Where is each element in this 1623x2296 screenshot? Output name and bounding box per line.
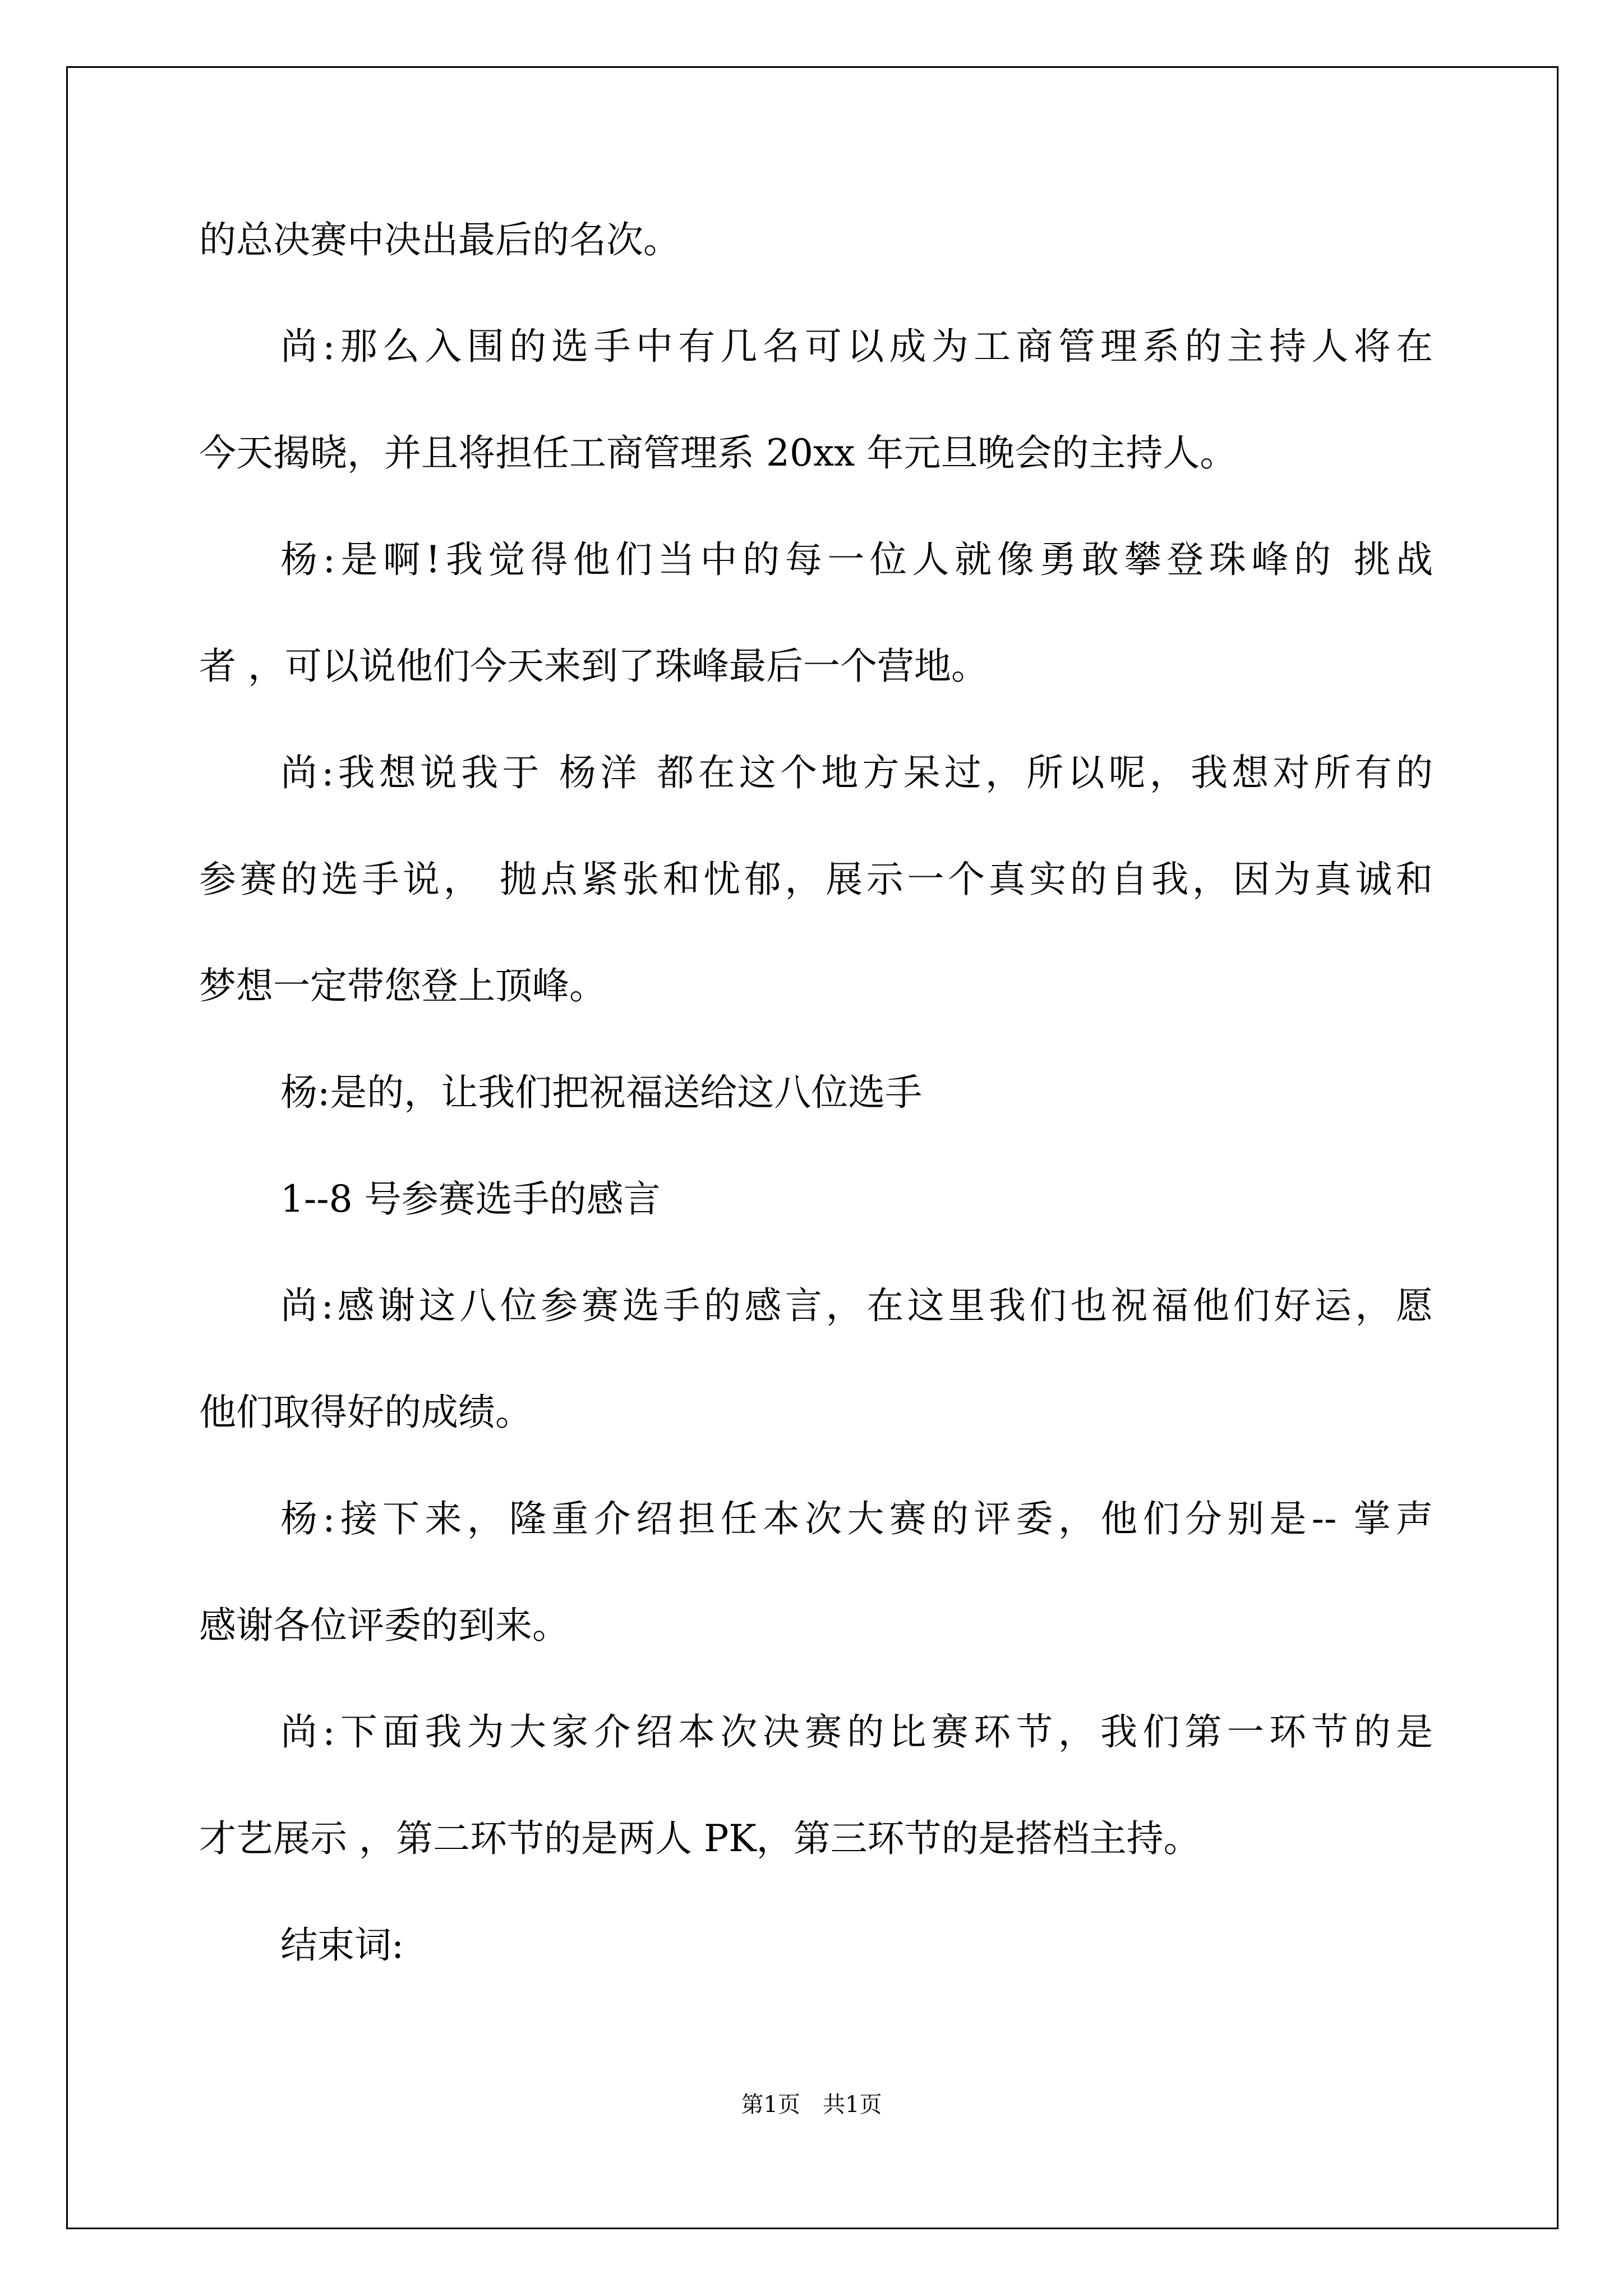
page-number-current: 第1页 xyxy=(741,2092,800,2118)
page-footer xyxy=(0,2087,1623,2119)
paragraph-line: 杨:是的，让我们把祝福送给这八位选手 xyxy=(280,1071,923,1114)
paragraph-line: 尚:感谢这八位参赛选手的感言，在这里我们也祝福他们好运，愿 xyxy=(280,1284,1433,1327)
paragraph-line: 尚:那么入围的选手中有几名可以成为工商管理系的主持人将在 xyxy=(280,325,1433,368)
paragraph-line: 才艺展示 ，第二环节的是两人 PK，第三环节的是搭档主持。 xyxy=(199,1817,1201,1860)
paragraph-line: 杨:是啊!我觉得他们当中的每一位人就像勇敢攀登珠峰的 挑战 xyxy=(280,538,1433,581)
paragraph-line: 参赛的选手说， 抛点紧张和忧郁，展示一个真实的自我，因为真诚和 xyxy=(199,858,1433,901)
page-border xyxy=(66,66,1559,2229)
paragraph-line: 感谢各位评委的到来。 xyxy=(199,1604,569,1647)
paragraph-line: 梦想一定带您登上顶峰。 xyxy=(199,964,606,1007)
paragraph-line: 杨:接下来，隆重介绍担任本次大赛的评委，他们分别是-- 掌声 xyxy=(280,1497,1433,1540)
paragraph-line: 的总决赛中决出最后的名次。 xyxy=(199,218,680,261)
page-number-total: 共1页 xyxy=(823,2092,882,2118)
paragraph-line: 他们取得好的成绩。 xyxy=(199,1391,532,1434)
paragraph-line: 尚:下面我为大家介绍本次决赛的比赛环节，我们第一环节的是 xyxy=(280,1710,1433,1754)
paragraph-line: 1--8 号参赛选手的感言 xyxy=(280,1177,661,1221)
paragraph-line: 今天揭晓，并且将担任工商管理系 20xx 年元旦晚会的主持人。 xyxy=(199,431,1237,475)
paragraph-line: 者 ，可以说他们今天来到了珠峰最后一个营地。 xyxy=(199,645,988,688)
paragraph-line: 尚:我想说我于 杨洋 都在这个地方呆过，所以呢，我想对所有的 xyxy=(280,751,1433,794)
paragraph-line: 结束词: xyxy=(280,1924,404,1967)
